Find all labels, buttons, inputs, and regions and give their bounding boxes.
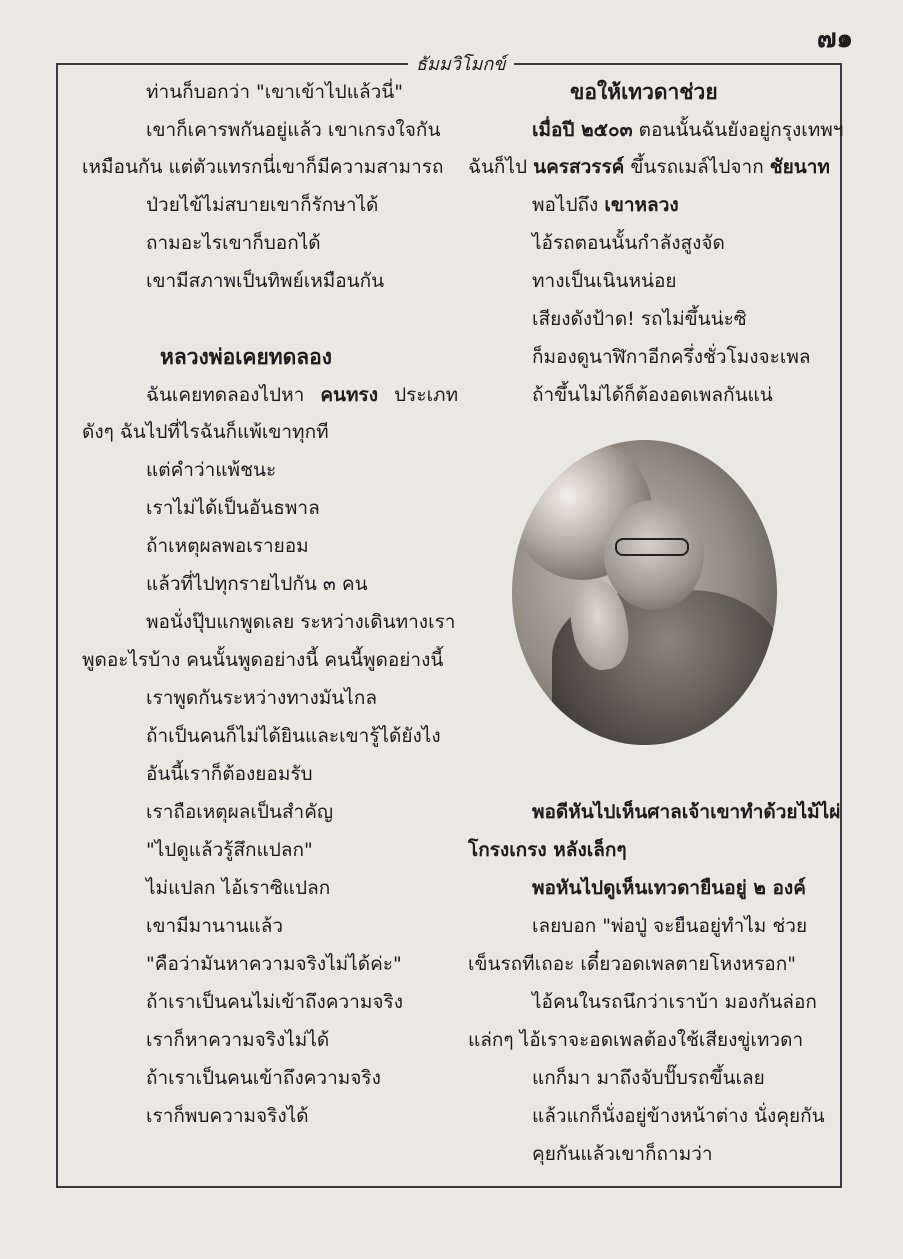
text-line: "คือว่ามันหาความจริงไม่ได้ค่ะ" [146,953,402,975]
section-heading: หลวงพ่อเคยทดลอง [160,345,332,369]
text-line: ถ้าขึ้นไม่ได้ก็ต้องอดเพลกันแน่ [532,384,773,406]
text-line [532,118,843,142]
text-line: เราไม่ได้เป็นอันธพาล [146,497,320,519]
text-line: เข็นรถทีเถอะ เดี๋ยวอดเพลตายโหงหรอก" [468,953,796,975]
text-line [468,155,830,179]
text-line [532,193,679,217]
text-segment: พอไปถึง [532,194,605,216]
eyeglasses-icon [615,538,689,556]
text-line [146,383,458,407]
text-line: "ไปดูแล้วรู้สึกแปลก" [146,839,313,861]
text-line: เสียงดังป้าด! รถไม่ขึ้นน่ะซิ [532,308,747,330]
text-line: แล่กๆ ไอ้เราจะอดเพลต้องใช้เสียงขู่เทวดา [468,1029,804,1051]
text-line: เขามีมานานแล้ว [146,915,284,937]
header-title: ธัมมวิโมกข์ [408,49,514,78]
text-line: อันนี้เราก็ต้องยอมรับ [146,763,313,785]
text-bold: นครสวรรค์ [533,156,625,178]
text-line: เราก็พบความจริงได้ [146,1105,309,1127]
text-line: โกรงเกรง หลังเล็กๆ [468,839,627,861]
text-line: ดังๆ ฉันไปที่ไรฉันก็แพ้เขาทุกที [82,421,329,443]
text-line: เราพูดกันระหว่างทางมันไกล [146,687,377,709]
text-segment: ขึ้นรถเมล์ไปจาก [624,156,770,178]
text-line: ก็มองดูนาฬิกาอีกครึ่งชั่วโมงจะเพล [532,346,811,368]
text-line: ไอ้คนในรถนึกว่าเราบ้า มองกันล่อก [532,991,817,1013]
text-line: เลยบอก "พ่อปู่ จะยืนอยู่ทำไม ช่วย [532,915,808,937]
text-line: พูดอะไรบ้าง คนนั้นพูดอย่างนี้ คนนี้พูดอย่างนี้ [82,649,444,671]
text-line: คุยกันแล้วเขาก็ถามว่า [532,1143,713,1165]
text-line: เราถือเหตุผลเป็นสำคัญ [146,801,334,823]
text-line: พอหันไปดูเห็นเทวดายืนอยู่ ๒ องค์ [532,877,806,899]
text-bold: ชัยนาท [769,156,830,178]
text-line: ป่วยไข้ไม่สบายเขาก็รักษาได้ [146,194,379,216]
text-bold: เขาหลวง [604,194,679,216]
text-line: แต่คำว่าแพ้ชนะ [146,459,277,481]
text-bold: คนทรง [320,384,379,406]
text-line: เขามีสภาพเป็นทิพย์เหมือนกัน [146,270,385,292]
text-line: ถ้าเราเป็นคนเข้าถึงความจริง [146,1067,381,1089]
text-line: ท่านก็บอกว่า "เขาเข้าไปแล้วนี่" [146,81,403,103]
text-line: พอดีหันไปเห็นศาลเจ้าเขาทำด้วยไม้ไผ่ [532,801,841,823]
text-line: แล้วแกก็นั่งอยู่ข้างหน้าต่าง นั่งคุยกัน [532,1105,825,1127]
text-line: เราก็หาความจริงไม่ได้ [146,1029,330,1051]
text-bold: เมื่อปี ๒๕๐๓ [532,119,633,141]
section-heading: ขอให้เทวดาช่วย [570,80,718,104]
monk-portrait-photo [512,440,777,745]
text-line: ทางเป็นเนินหน่อย [532,270,677,292]
text-line: ถ้าเราเป็นคนไม่เข้าถึงความจริง [146,991,403,1013]
text-line: เขาก็เคารพกันอยู่แล้ว เขาเกรงใจกัน [146,119,441,141]
text-line: เหมือนกัน แต่ตัวแทรกนี่เขาก็มีความสามารถ [82,156,444,178]
text-line: ถ้าเหตุผลพอเรายอม [146,535,309,557]
text-line: ไม่แปลก ไอ้เราซิแปลก [146,877,331,899]
text-segment: ตอนนั้นฉันยังอยู่กรุงเทพฯ [632,119,844,141]
text-segment: ฉันเคยทดลองไปหา [146,384,305,406]
text-line: แล้วที่ไปทุกรายไปกัน ๓ คน [146,573,368,595]
text-line: แกก็มา มาถึงจับปั๊บรถขึ้นเลย [532,1067,765,1089]
text-line: ถามอะไรเขาก็บอกได้ [146,232,321,254]
page-number: ๗๑ [816,24,853,54]
text-line: ถ้าเป็นคนก็ไม่ได้ยินและเขารู้ได้ยังไง [146,725,441,747]
text-line: พอนั่งปุ๊บแกพูดเลย ระหว่างเดินทางเรา [146,611,456,633]
text-segment: ประเภท [394,384,459,406]
text-segment: ฉันก็ไป [468,156,534,178]
text-line: ไอ้รถตอนนั้นกำลังสูงจัด [532,232,725,254]
